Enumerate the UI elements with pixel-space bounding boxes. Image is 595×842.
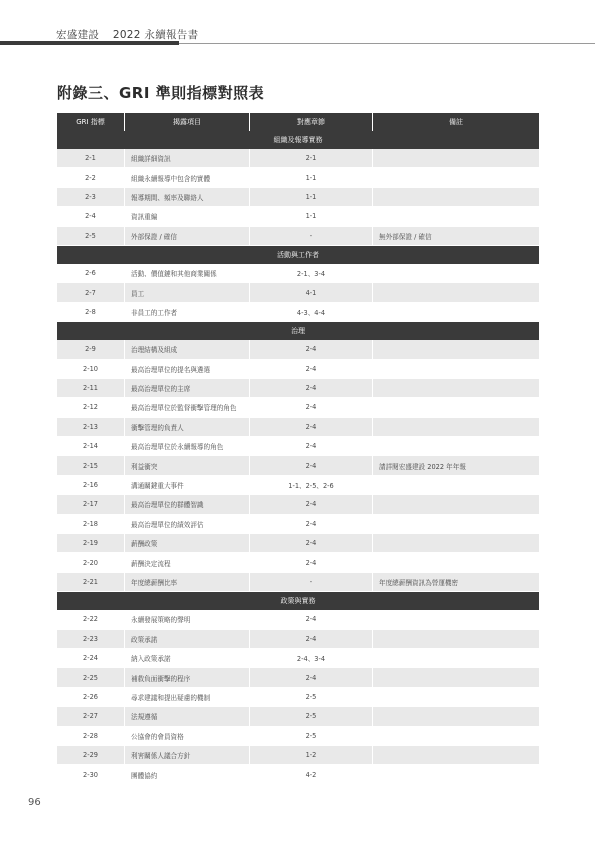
- disclosure-cell: 利害關係人議合方針: [125, 746, 250, 765]
- chapter-cell: 2-4: [250, 379, 373, 398]
- header-rule-thin: [179, 43, 595, 44]
- gri-cell: 2-23: [57, 630, 125, 649]
- chapter-cell: 4-3、4-4: [250, 303, 373, 322]
- disclosure-cell: 最高治理單位的群體智識: [125, 495, 250, 514]
- section-header-row: [57, 131, 539, 149]
- disclosure-cell: 尋求建議和提出疑慮的機制: [125, 688, 250, 707]
- gri-cell: 2-14: [57, 437, 125, 456]
- table-header-row: [57, 113, 539, 131]
- disclosure-cell: 外部保證 / 確信: [125, 227, 250, 246]
- table-body: [57, 131, 539, 785]
- chapter-cell: 1-1: [250, 168, 373, 187]
- page-number: 96: [28, 797, 41, 808]
- section-title: 組織及報導實務: [57, 131, 539, 149]
- gri-cell: 2-11: [57, 379, 125, 398]
- note-cell: 請詳閱宏盛建設 2022 年年報: [373, 456, 539, 475]
- chapter-cell: 1-1、2-5、2-6: [250, 476, 373, 495]
- chapter-cell: 2-4: [250, 610, 373, 629]
- disclosure-cell: 納入政策承諾: [125, 649, 250, 668]
- disclosure-cell: 年度總薪酬比率: [125, 573, 250, 592]
- table-row: [57, 610, 539, 629]
- note-cell: [373, 649, 539, 668]
- disclosure-cell: 公協會的會員資格: [125, 727, 250, 746]
- note-cell: [373, 553, 539, 572]
- gri-cell: 2-17: [57, 495, 125, 514]
- table-row: [57, 207, 539, 226]
- disclosure-cell: 組織永續報導中包含的實體: [125, 168, 250, 187]
- note-cell: [373, 188, 539, 207]
- chapter-cell: 2-4: [250, 630, 373, 649]
- disclosure-cell: 治理結構及組成: [125, 340, 250, 359]
- table-row: [57, 649, 539, 668]
- gri-cell: 2-25: [57, 668, 125, 687]
- chapter-cell: 2-5: [250, 707, 373, 726]
- chapter-cell: 2-4: [250, 495, 373, 514]
- note-cell: [373, 303, 539, 322]
- table-row: [57, 340, 539, 359]
- disclosure-cell: 法規遵循: [125, 707, 250, 726]
- chapter-cell: 4-1: [250, 283, 373, 302]
- table-row: [57, 283, 539, 302]
- gri-cell: 2-19: [57, 534, 125, 553]
- table-row: [57, 688, 539, 707]
- table-row: [57, 573, 539, 592]
- section-header-row: [57, 592, 539, 610]
- chapter-cell: 2-1: [250, 149, 373, 168]
- note-cell: [373, 495, 539, 514]
- note-cell: [373, 515, 539, 534]
- note-cell: [373, 207, 539, 226]
- gri-cell: 2-2: [57, 168, 125, 187]
- disclosure-cell: 薪酬決定流程: [125, 553, 250, 572]
- gri-cell: 2-10: [57, 360, 125, 379]
- chapter-cell: 4-2: [250, 765, 373, 784]
- note-cell: [373, 379, 539, 398]
- disclosure-cell: 員工: [125, 283, 250, 302]
- table-row: [57, 227, 539, 246]
- table-row: [57, 437, 539, 456]
- table-row: [57, 360, 539, 379]
- table-row: [57, 476, 539, 495]
- disclosure-cell: 活動、價值鏈和其他商業關係: [125, 264, 250, 283]
- table-row: [57, 765, 539, 784]
- note-cell: [373, 149, 539, 168]
- running-header: [56, 27, 198, 42]
- gri-cell: 2-27: [57, 707, 125, 726]
- disclosure-cell: 最高治理單位於監督衝擊管理的角色: [125, 398, 250, 417]
- gri-cell: 2-21: [57, 573, 125, 592]
- disclosure-cell: 溝通關鍵重大事件: [125, 476, 250, 495]
- gri-cell: 2-16: [57, 476, 125, 495]
- gri-cell: 2-18: [57, 515, 125, 534]
- disclosure-cell: 最高治理單位的提名與遴選: [125, 360, 250, 379]
- chapter-cell: 2-4: [250, 398, 373, 417]
- gri-cell: 2-1: [57, 149, 125, 168]
- table-row: [57, 398, 539, 417]
- disclosure-cell: 最高治理單位的績效評估: [125, 515, 250, 534]
- chapter-cell: 2-4: [250, 553, 373, 572]
- note-cell: [373, 688, 539, 707]
- disclosure-cell: 非員工的工作者: [125, 303, 250, 322]
- note-cell: [373, 534, 539, 553]
- section-title: 治理: [57, 322, 539, 340]
- table-row: [57, 303, 539, 322]
- note-cell: [373, 476, 539, 495]
- table-row: [57, 418, 539, 437]
- section-header-row: [57, 322, 539, 340]
- column-header-chapter: 對應章節: [250, 113, 373, 131]
- chapter-cell: 1-1: [250, 188, 373, 207]
- disclosure-cell: 最高治理單位的主席: [125, 379, 250, 398]
- table-row: [57, 264, 539, 283]
- table-row: [57, 707, 539, 726]
- note-cell: 無外部保證 / 確信: [373, 227, 539, 246]
- table-row: [57, 495, 539, 514]
- gri-index-table: [57, 113, 539, 785]
- chapter-cell: 2-4: [250, 534, 373, 553]
- note-cell: [373, 398, 539, 417]
- disclosure-cell: 資訊重編: [125, 207, 250, 226]
- disclosure-cell: 組織詳細資訊: [125, 149, 250, 168]
- table-row: [57, 630, 539, 649]
- page-title: 附錄三、GRI 準則指標對照表: [57, 84, 265, 102]
- gri-cell: 2-15: [57, 456, 125, 475]
- section-header-row: [57, 246, 539, 264]
- gri-cell: 2-26: [57, 688, 125, 707]
- note-cell: [373, 418, 539, 437]
- gri-cell: 2-30: [57, 765, 125, 784]
- gri-cell: 2-20: [57, 553, 125, 572]
- gri-cell: 2-7: [57, 283, 125, 302]
- disclosure-cell: 報導期間、頻率及聯絡人: [125, 188, 250, 207]
- disclosure-cell: 薪酬政策: [125, 534, 250, 553]
- gri-cell: 2-8: [57, 303, 125, 322]
- chapter-cell: -: [250, 227, 373, 246]
- chapter-cell: 2-5: [250, 688, 373, 707]
- note-cell: [373, 707, 539, 726]
- chapter-cell: 2-4: [250, 437, 373, 456]
- header-report-title: 2022 永續報告書: [112, 29, 199, 41]
- table-row: [57, 668, 539, 687]
- section-title: 活動與工作者: [57, 246, 539, 264]
- gri-cell: 2-22: [57, 610, 125, 629]
- note-cell: [373, 668, 539, 687]
- gri-cell: 2-4: [57, 207, 125, 226]
- note-cell: [373, 264, 539, 283]
- table-row: [57, 188, 539, 207]
- note-cell: [373, 168, 539, 187]
- chapter-cell: 1-2: [250, 746, 373, 765]
- gri-cell: 2-5: [57, 227, 125, 246]
- table-row: [57, 168, 539, 187]
- table-row: [57, 534, 539, 553]
- gri-cell: 2-9: [57, 340, 125, 359]
- disclosure-cell: 政策承諾: [125, 630, 250, 649]
- chapter-cell: 2-4、3-4: [250, 649, 373, 668]
- note-cell: [373, 283, 539, 302]
- chapter-cell: 2-4: [250, 668, 373, 687]
- chapter-cell: 2-5: [250, 727, 373, 746]
- gri-cell: 2-24: [57, 649, 125, 668]
- note-cell: [373, 746, 539, 765]
- disclosure-cell: 團體協約: [125, 765, 250, 784]
- column-header-note: 備註: [373, 113, 539, 131]
- note-cell: [373, 727, 539, 746]
- column-header-disclosure: 揭露項目: [125, 113, 250, 131]
- section-title: 政策與實務: [57, 592, 539, 610]
- gri-cell: 2-28: [57, 727, 125, 746]
- column-header-gri: GRI 指標: [57, 113, 125, 131]
- gri-cell: 2-29: [57, 746, 125, 765]
- chapter-cell: 1-1: [250, 207, 373, 226]
- gri-cell: 2-12: [57, 398, 125, 417]
- disclosure-cell: 最高治理單位於永續報導的角色: [125, 437, 250, 456]
- table-row: [57, 379, 539, 398]
- table-row: [57, 727, 539, 746]
- note-cell: [373, 610, 539, 629]
- note-cell: [373, 765, 539, 784]
- chapter-cell: -: [250, 573, 373, 592]
- chapter-cell: 2-4: [250, 340, 373, 359]
- table-row: [57, 456, 539, 475]
- chapter-cell: 2-4: [250, 360, 373, 379]
- table-row: [57, 149, 539, 168]
- table-row: [57, 746, 539, 765]
- chapter-cell: 2-4: [250, 456, 373, 475]
- note-cell: [373, 437, 539, 456]
- table-row: [57, 515, 539, 534]
- disclosure-cell: 永續發展策略的聲明: [125, 610, 250, 629]
- gri-cell: 2-3: [57, 188, 125, 207]
- chapter-cell: 2-4: [250, 515, 373, 534]
- disclosure-cell: 補救負面衝擊的程序: [125, 668, 250, 687]
- note-cell: [373, 630, 539, 649]
- table-row: [57, 553, 539, 572]
- chapter-cell: 2-4: [250, 418, 373, 437]
- gri-cell: 2-13: [57, 418, 125, 437]
- note-cell: [373, 340, 539, 359]
- gri-cell: 2-6: [57, 264, 125, 283]
- header-rule-thick: [0, 41, 179, 45]
- header-company: 宏盛建設: [56, 29, 100, 41]
- note-cell: 年度總薪酬資訊為營運機密: [373, 573, 539, 592]
- disclosure-cell: 利益衝突: [125, 456, 250, 475]
- note-cell: [373, 360, 539, 379]
- disclosure-cell: 衝擊管理的負責人: [125, 418, 250, 437]
- chapter-cell: 2-1、3-4: [250, 264, 373, 283]
